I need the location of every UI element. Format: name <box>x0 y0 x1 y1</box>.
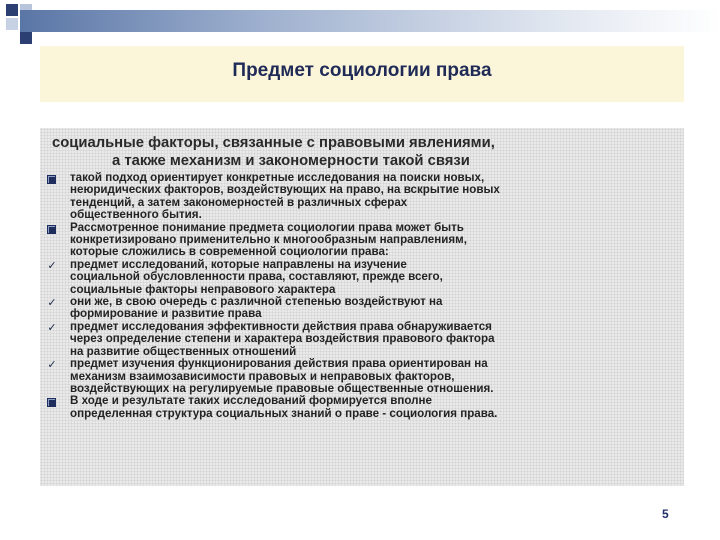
list-item <box>46 296 682 321</box>
list-item <box>46 172 682 222</box>
list-item <box>46 321 682 358</box>
check-bullet-icon: ✓ <box>47 297 57 310</box>
list-item-line: через определение степени и характера воздействия правового фактора <box>70 332 495 346</box>
check-bullet-icon: ✓ <box>47 259 57 272</box>
list-item-line: В ходе и результате таких исследований формируется вполне <box>70 394 432 408</box>
list-item-line: неюридических факторов, воздействующих на право, на вскрытие новых <box>70 183 500 197</box>
list-item-line: тенденций, а затем закономерностей в различных сферах <box>70 195 408 209</box>
list-item-line: определенная структура социальных знаний о праве - социология права. <box>70 406 498 420</box>
list-item-line: предмет исследований, которые направлены на изучение <box>70 257 407 271</box>
square-bullet-icon <box>46 173 58 185</box>
square-bullet-icon <box>46 396 58 408</box>
list-item-line: социальной обусловленности права, составляют, прежде всего, <box>70 270 443 284</box>
lead-line-1: социальные факторы, связанные с правовыми явлениями, <box>52 135 495 151</box>
list-item-line: которые сложились в современной социологии права: <box>70 245 389 259</box>
square-bullet-icon <box>46 223 58 235</box>
list-item-line: формирование и развитие права <box>70 307 262 321</box>
list-item-line: конкретизировано применительно к многообразным направлениям, <box>70 233 467 247</box>
list-item-line: на развитие общественных отношений <box>70 344 297 358</box>
list-item <box>46 259 682 296</box>
list-item-line: такой подход ориентирует конкретные исследования на поиски новых, <box>70 171 485 184</box>
list-item-line: воздействующих на регулируемые правовые общественные отношения. <box>70 381 494 395</box>
content-panel <box>40 128 684 486</box>
check-bullet-icon: ✓ <box>47 321 57 334</box>
list-item <box>46 222 682 259</box>
page-number: 5 <box>662 507 669 521</box>
check-bullet-icon: ✓ <box>47 359 57 372</box>
list-item-line: предмет изучения функционирования действия права ориентирован на <box>70 357 488 371</box>
slide-title: Предмет социологии права <box>232 60 492 81</box>
list-item <box>46 358 682 395</box>
lead-line-2: а также механизм и закономерности такой связи <box>112 153 470 169</box>
list-item-line: Рассмотренное понимание предмета социологии права может быть <box>70 220 464 234</box>
top-gradient-bar <box>20 10 720 32</box>
title-band <box>40 46 684 102</box>
deco-square-1 <box>6 4 18 16</box>
list-item-line: механизм взаимозависимости правовых и неправовых факторов, <box>70 369 455 383</box>
deco-square-5 <box>20 32 32 44</box>
list-item-line: общественного бытия. <box>70 208 202 222</box>
deco-square-3 <box>6 18 18 30</box>
lead-text <box>52 134 682 170</box>
bullet-list <box>46 172 682 420</box>
list-item-line: предмет исследования эффективности действия права обнаруживается <box>70 319 492 333</box>
list-item-line: они же, в свою очередь с различной степенью воздействуют на <box>70 295 443 309</box>
list-item-line: социальные факторы неправового характера <box>70 282 336 296</box>
list-item <box>46 395 682 420</box>
